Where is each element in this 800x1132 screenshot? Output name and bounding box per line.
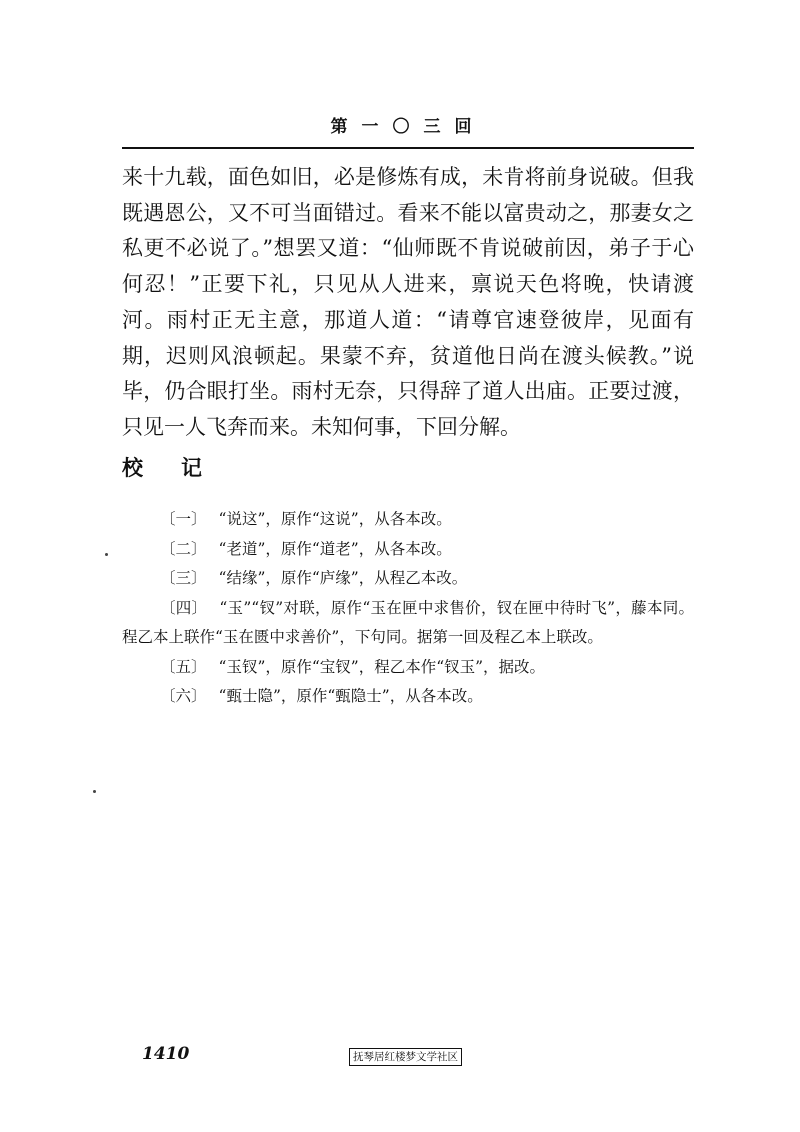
note-text: “老道”，原作“道老”，从各本改。 (218, 539, 452, 558)
note-item (122, 564, 694, 594)
note-item (122, 505, 694, 535)
watermark-stamp: 抚琴居红楼梦文学社区 (349, 1048, 462, 1066)
main-paragraph: 来十九载，面色如旧，必是修炼有成，未肯将前身说破。但我既遇恩公，又不可当面错过。看来不能以富贵动之，那妻女之私更不必说了。”想罢又道：“仙师既不肯说破前因，弟子于心何忍！”正要下礼，只见从人进来，禀说天色将晚，快请渡河。雨村正无主意，那道人道：“请尊官速登彼岸，见面有期，迟则风浪顿起。果蒙不弃，贫道他日尚在渡头候教。”说毕，仍合眼打坐。雨村无奈，只得辞了道人出庙。正要过渡，只见一人飞奔而来。未知何事，下回分解。 (122, 165, 694, 439)
note-item (122, 594, 694, 653)
note-number: 〔六〕 (160, 687, 207, 705)
notes-title: 校记 (122, 456, 240, 480)
note-text: “玉钗”，原作“宝钗”，程乙本作“钗玉”，据改。 (218, 657, 546, 676)
page-number: 1410 (142, 1044, 190, 1064)
note-number: 〔一〕 (160, 510, 207, 528)
scan-speck (105, 553, 108, 556)
note-item (122, 653, 694, 683)
note-text: “结缘”，原作“庐缘”，从程乙本改。 (218, 569, 468, 587)
scan-speck (93, 790, 96, 793)
note-number: 〔二〕 (160, 539, 207, 558)
note-text: “说这”，原作“这说”，从各本改。 (218, 510, 452, 528)
note-number: 〔五〕 (160, 657, 207, 676)
note-item (122, 535, 694, 565)
chapter-header (122, 112, 694, 149)
chapter-title: 第一〇三回 (330, 117, 486, 137)
note-text: “甄士隐”，原作“甄隐士”，从各本改。 (218, 687, 483, 705)
note-number: 〔四〕 (160, 598, 208, 617)
notes-list (122, 505, 694, 712)
note-number: 〔三〕 (160, 569, 207, 587)
note-text: “玉”“钗”对联，原作“玉在匣中求售价，钗在匣中待时飞”，藤本同。程乙本上联作“玉在匮中求善价”，下句同。据第一回及程乙本上联改。 (122, 598, 694, 646)
note-item (122, 682, 694, 712)
